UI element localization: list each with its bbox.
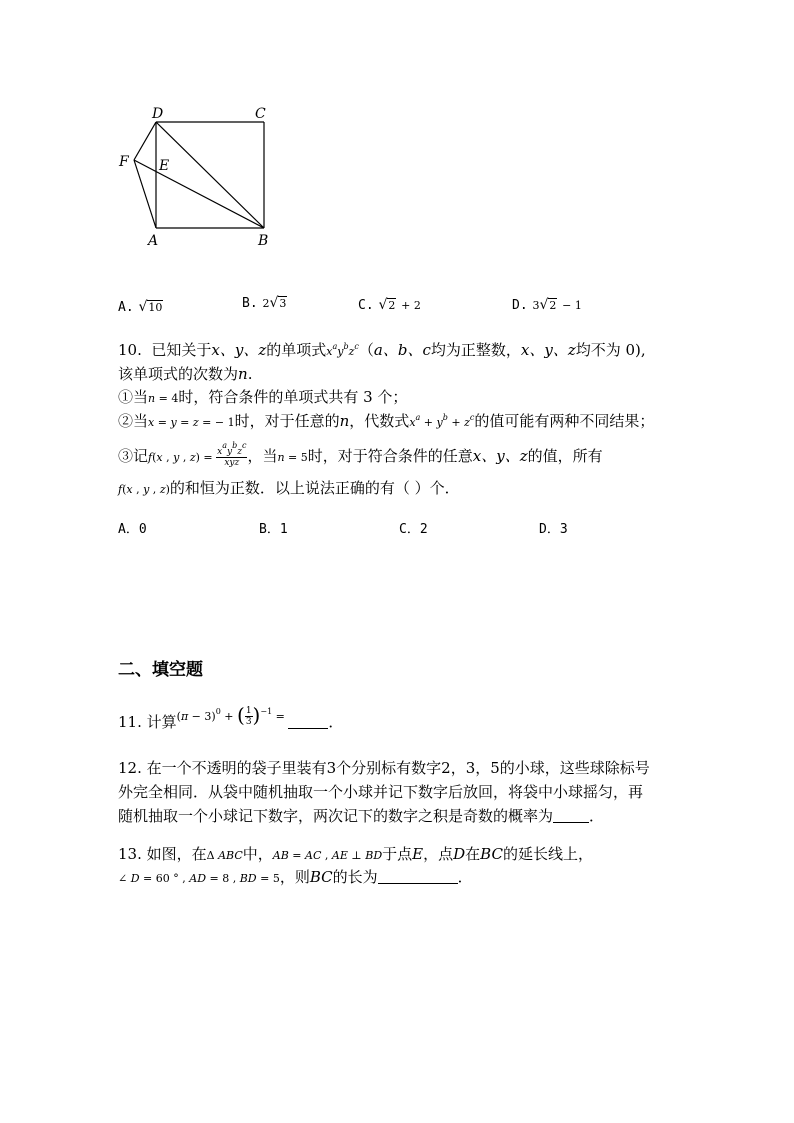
q10-option-d: D．3	[539, 522, 568, 537]
sqrt-expression: √2	[539, 297, 557, 313]
text: ，点	[423, 845, 454, 863]
text: （	[358, 341, 374, 359]
text: ③记	[118, 447, 149, 465]
triangle: Δ ABC	[206, 849, 243, 862]
expression-rest: − 1	[562, 299, 582, 312]
q10-option-b: B．1	[259, 522, 288, 537]
option-letter: D.	[512, 298, 528, 313]
expression-rest: + 2	[401, 299, 421, 312]
option-letter: B.	[242, 296, 258, 311]
text: 中，	[242, 845, 273, 863]
text: 时，对于任意的	[234, 412, 340, 430]
condition: n = 4	[148, 392, 179, 405]
expression: $x^a + y^b + z^c$	[409, 413, 475, 429]
text: 的和恒为正数．以上说法正确的有（ ）个．	[169, 479, 460, 497]
q10-statement-1	[118, 387, 407, 409]
condition: n = 5	[277, 451, 308, 464]
text: 该单项式的次数为	[118, 365, 239, 383]
answer-blank[interactable]	[553, 808, 589, 823]
text: 时，符合条件的单项式共有 3 个；	[178, 388, 408, 406]
given-values: ∠ D = 60 ° , AD = 8 , BD = 5	[118, 872, 280, 885]
q10-option-a: A．0	[118, 522, 147, 537]
text: 随机抽取一个小球记下数字，两次记下的数字之积是奇数的概率为	[118, 807, 554, 825]
option-letter: A.	[118, 300, 134, 315]
exponent-vars: a、b、c	[373, 341, 431, 359]
text: ，代数式	[349, 412, 410, 430]
sqrt-expression: √3	[269, 295, 287, 311]
text: ①当	[118, 388, 149, 406]
variables: x、y、z	[472, 447, 528, 465]
variable-n: n	[238, 365, 248, 383]
text: 如图，在	[146, 845, 207, 863]
q13-line-1	[118, 844, 593, 866]
q10-statement-2	[118, 411, 654, 433]
text: 均为正整数，	[430, 341, 521, 359]
section-title: 二、填空题	[118, 660, 203, 680]
q10-statement-3: ③记f(x , y , z) = $\frac{x^ay^bz^c}{\text{xyz}}$ ，当n = 5时，对于符合条件的任意x、y、z的值，所有	[118, 441, 603, 468]
text: 均不为 0),	[575, 341, 646, 359]
answer-blank[interactable]	[378, 869, 458, 884]
text: ．	[328, 713, 344, 731]
fraction: $\frac{x^ay^bz^c}{\text{xyz}}$	[217, 441, 247, 468]
label-c: C	[255, 106, 266, 122]
q12-line-3	[118, 806, 604, 826]
coefficient: 3	[532, 299, 540, 312]
q9-option-d	[512, 294, 582, 316]
sqrt-expression: √10	[138, 299, 163, 315]
question-number: 13.	[118, 845, 142, 863]
q12-line-2: 外完全相同．从袋中随机抽取一个小球并记下数字后放回，将袋中小球摇匀，再	[118, 783, 644, 801]
q9-option-b	[242, 292, 287, 314]
variable-n: n	[339, 412, 350, 430]
fraction: $\frac{1}{3}$	[245, 705, 252, 727]
question-number: 10.	[118, 341, 142, 359]
text: 的值可能有两种不同结果；	[474, 412, 655, 430]
monomial: $x^ay^bz^c$	[326, 342, 359, 358]
variables: x、y、z	[520, 341, 576, 359]
coefficient: 2	[262, 297, 270, 310]
function-definition: f	[148, 451, 153, 464]
text: 的延长线上，	[502, 845, 593, 863]
sqrt-expression: √2	[378, 297, 396, 313]
segment-fb	[134, 160, 264, 228]
q9-option-a	[118, 296, 163, 318]
condition: AB = AC , AE ⊥ BD	[272, 849, 383, 862]
geometry-figure	[110, 100, 290, 260]
segment-bc: BC	[309, 868, 333, 886]
text: 已知关于	[151, 341, 212, 359]
label-a: A	[148, 233, 159, 249]
function-notation: f	[118, 483, 123, 496]
variables: x、y、z	[211, 341, 267, 359]
text: ．	[589, 807, 605, 825]
q10-line-1	[118, 340, 646, 362]
text: ②当	[118, 412, 149, 430]
q11: 11. 计算$^{(\pi - 3)^0 +}$ ( $\frac{1}{3}$ )$^{-1}$ = ．	[118, 703, 344, 731]
label-d: D	[152, 106, 164, 122]
text: 计算	[146, 713, 177, 731]
text: 于点	[382, 845, 413, 863]
answer-blank[interactable]	[288, 714, 328, 729]
segment-db	[156, 122, 264, 228]
q9-option-c	[358, 294, 421, 316]
condition: x = y = z = − 1	[148, 416, 235, 429]
text: 的单项式	[266, 341, 327, 359]
text: ．	[457, 868, 473, 886]
q10-line-last: f(x , y , z)的和恒为正数．以上说法正确的有（ ）个．	[118, 479, 460, 497]
label-f: F	[119, 154, 129, 170]
expression: (π − 3)0 +	[176, 707, 237, 723]
text: 在	[465, 845, 481, 863]
segment-bc: BC	[480, 845, 503, 863]
q10-option-c: C．2	[399, 522, 428, 537]
text: 的值，所有	[527, 447, 603, 465]
text: 的长为	[332, 868, 378, 886]
point-e: E	[412, 845, 424, 863]
text: .	[247, 365, 253, 383]
point-d: D	[453, 845, 466, 863]
segment-df	[134, 122, 156, 160]
question-number: 11.	[118, 713, 142, 731]
q10-line-2	[118, 364, 252, 384]
label-e: E	[159, 158, 170, 174]
text: 时，对于符合条件的任意	[307, 447, 473, 465]
q12-line-1: 12. 在一个不透明的袋子里装有3个分别标有数字2，3，5的小球，这些球除标号	[118, 759, 650, 777]
label-b: B	[258, 233, 269, 249]
text: ，则	[279, 868, 310, 886]
q13-line-2	[118, 867, 473, 889]
option-letter: C.	[358, 298, 374, 313]
text: ，当	[247, 447, 278, 465]
